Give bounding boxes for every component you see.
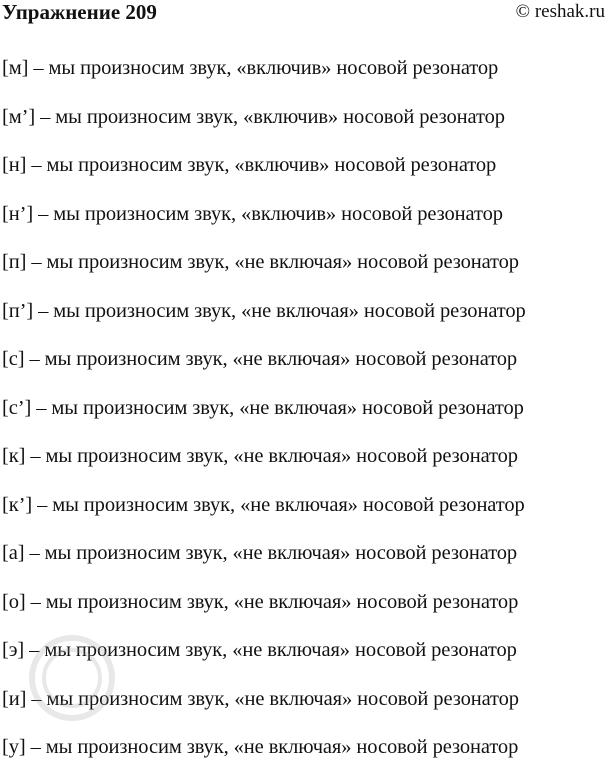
answer-line: [н] – мы произносим звук, «включив» носовой резонатор [2,154,497,176]
exercise-answer-list [2,44,608,772]
answer-line: [п] – мы произносим звук, «не включая» носовой резонатор [2,251,519,273]
answer-line: [м] – мы произносим звук, «включив» носовой резонатор [2,57,499,79]
answer-line: [а] – мы произносим звук, «не включая» носовой резонатор [2,542,518,564]
header [0,0,609,28]
page-title: Упражнение 209 [2,0,157,24]
answer-line: [у] – мы произносим звук, «не включая» носовой резонатор [2,736,519,758]
answer-line: [с] – мы произносим звук, «не включая» носовой резонатор [2,348,518,370]
answer-line: [с’] – мы произносим звук, «не включая» носовой резонатор [2,396,524,419]
answer-line: [э] – мы произносим звук, «не включая» носовой резонатор [2,639,517,661]
answer-line: [п’] – мы произносим звук, «не включая» носовой резонатор [2,299,526,322]
answer-line: [и] – мы произносим звук, «не включая» носовой резонатор [2,687,519,710]
answer-line: [н’] – мы произносим звук, «включив» носовой резонатор [2,202,503,225]
answer-line: [о] – мы произносим звук, «не включая» носовой резонатор [2,590,519,613]
answer-line: [м’] – мы произносим звук, «включив» носовой резонатор [2,105,505,128]
answer-line: [к’] – мы произносим звук, «не включая» носовой резонатор [2,493,525,516]
copyright-notice: © reshak.ru [515,1,605,22]
answer-line: [к] – мы произносим звук, «не включая» носовой резонатор [2,445,518,467]
